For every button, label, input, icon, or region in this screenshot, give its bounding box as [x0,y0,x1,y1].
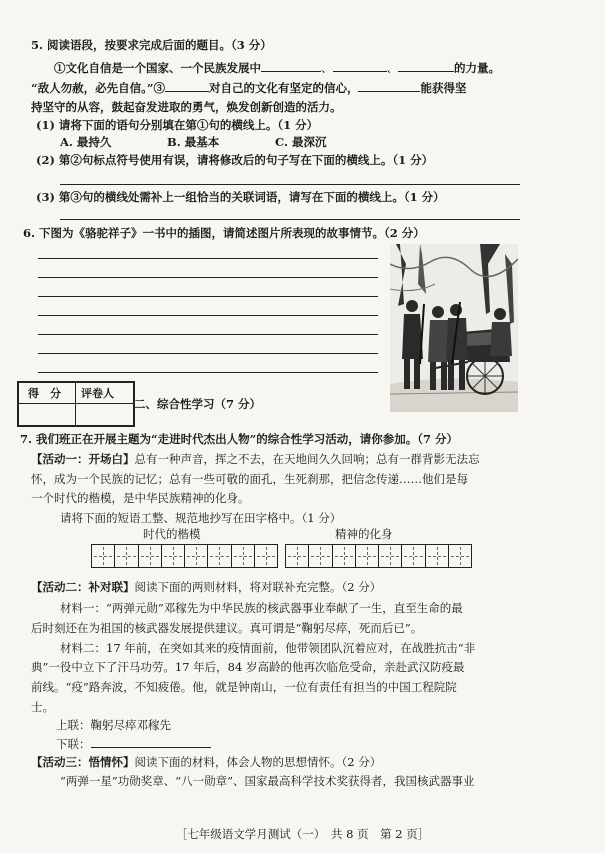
material-2-line-1: 材料二：17 年前，在突如其来的疫情面前，他带领团队沉着应对，在战胜抗击“非 [60,641,476,655]
grid-1-cell[interactable] [185,545,208,567]
act1-text-1: 总有一种声音，挥之不去，在天地间久久回响；总有一群背影无法忘 [134,452,480,466]
grid-1-cell[interactable] [92,545,115,567]
q6-answer-line-7[interactable] [38,372,378,373]
grid-1-cell[interactable] [208,545,231,567]
grid-1-cell[interactable] [115,545,138,567]
q5-sub3: (3) 第③句的横线处需补上一组恰当的关联词语，请写在下面的横线上。（1 分） [36,190,445,204]
act3-text-1: “两弹一星”功勋奖章、“八一勋章”、国家最高科学技术奖获得者，我国核武器事业 [60,774,475,788]
q5-sentence-3-cont: 持坚守的从容，鼓起奋发进取的勇气，焕发创新创造的活力。 [31,100,342,114]
q5-option-c: C. 最深沉 [275,135,327,149]
grid-2-cell[interactable] [333,545,356,567]
act2-heading [31,580,381,596]
material-1-line-2: 后时刻还在为祖国的核武器发展提供建议。真可谓是“鞠躬尽瘁，死而后已”。 [31,621,423,635]
score-box-hline [19,403,133,404]
page-footer: ［七年级语文学月测试（一） 共 8 页 第 2 页］ [175,827,430,841]
section2-title: 二、综合性学习（7 分） [134,397,262,411]
grid-2-cell[interactable] [426,545,449,567]
q6-answer-line-1[interactable] [38,258,378,259]
q5-sub3-answer-line[interactable] [60,219,520,220]
q5-blank-5[interactable] [358,90,420,92]
q6-answer-line-3[interactable] [38,296,378,297]
q6-title: 6. 下图为《骆驼祥子》一书中的插图，请简述图片所表现的故事情节。（2 分） [23,226,425,240]
q5-sentence-3-end: 能获得坚 [420,81,467,95]
act3-instruction: 阅读下面的材料，体会人物的思想情怀。（2 分） [134,755,382,769]
q5-sentence-3-mid: 对自己的文化有坚定的信心， [208,81,359,95]
act2-instruction: 阅读下面的两则材料，将对联补充完整。（2 分） [134,580,382,594]
rickshaw-illustration [390,244,518,412]
act1-label: 【活动一：开场白】 [31,452,135,466]
grid-1-cell[interactable] [139,545,162,567]
score-box [17,381,135,427]
grid-1-cell[interactable] [255,545,277,567]
q5-blank-sep-1: 、 [321,61,333,75]
couplet-upper: 上联：鞠躬尽瘁邓稼先 [56,718,171,732]
act1-line-1 [31,452,480,468]
grader-label: 评卷人 [81,387,114,400]
tianzige-grid-1[interactable] [91,544,278,568]
grid-2-cell[interactable] [402,545,425,567]
couplet-lower-label: 下联： [56,737,91,751]
copy-instruction: 请将下面的短语工整、规范地抄写在田字格中。（1 分） [60,511,342,525]
q6-answer-line-2[interactable] [38,277,378,278]
q5-blank-3[interactable] [398,70,454,72]
grid-2-cell[interactable] [309,545,332,567]
grid-1-cell[interactable] [232,545,255,567]
tianzige-grid-2[interactable] [285,544,472,568]
q5-blank-1[interactable] [261,70,321,72]
q7-title: 7. 我们班正在开展主题为“走进时代杰出人物”的综合性学习活动，请你参加。（7 分） [20,432,458,446]
q6-answer-line-4[interactable] [38,315,378,316]
q5-sentence-2 [31,81,466,97]
act3-heading [31,755,381,771]
grid-2-cell[interactable] [379,545,402,567]
q5-sentence-1-start: ①文化自信是一个国家、一个民族发展中 [54,61,261,75]
act1-line-3: 一个时代的楷模，是中华民族精神的化身。 [31,491,250,505]
act3-label: 【活动三：悟情怀】 [31,755,135,769]
material-2-line-4: 士。 [31,700,54,714]
q5-sentence-1 [54,61,500,77]
material-2-line-3: 前线。“疫”路奔波，不知疲倦。他，就是钟南山，一位有责任有担当的中国工程院院 [31,680,457,694]
grid-2-cell[interactable] [449,545,471,567]
act2-label: 【活动二：补对联】 [31,580,135,594]
rickshaw-illustration-image [390,244,518,412]
q6-answer-line-6[interactable] [38,353,378,354]
score-label: 得 分 [28,387,61,400]
q5-sentence-1-end: 的力量。 [454,61,500,75]
grid-2-cell[interactable] [356,545,379,567]
material-2-line-2: 典”一役中立下了汗马功劳。17 年后，84 岁高龄的他再次临危受命，亲赴武汉防疫最 [31,660,465,674]
material-1-line-1: 材料一：“两弹元勋”邓稼先为中华民族的核武器事业奉献了一生，直至生命的最 [60,601,463,615]
grid-2-cell[interactable] [286,545,309,567]
q5-sub1: (1) 请将下面的语句分别填在第①句的横线上。（1 分） [36,118,319,132]
couplet-lower [56,737,211,753]
q5-blank-2[interactable] [333,70,387,72]
q5-option-b: B. 最基本 [167,135,220,149]
couplet-lower-blank[interactable] [91,746,211,748]
q5-sentence-2-quote: “敌人勿赦，必先自信。”③ [31,81,165,95]
q5-sub2-answer-line[interactable] [60,184,520,185]
q5-title: 5. 阅读语段，按要求完成后面的题目。（3 分） [31,38,272,52]
q5-option-a: A. 最持久 [60,135,112,149]
grid-1-cell[interactable] [162,545,185,567]
q5-blank-sep-2: 、 [386,61,398,75]
phrase-2-label: 精神的化身 [335,527,393,541]
q6-answer-line-5[interactable] [38,334,378,335]
q5-sub2: (2) 第②句标点符号使用有误，请将修改后的句子写在下面的横线上。（1 分） [36,153,434,167]
phrase-1-label: 时代的楷模 [143,527,201,541]
q5-blank-4[interactable] [165,90,209,92]
act1-line-2: 怀，成为一个民族的记忆；总有一些可敬的面孔，生死刹那，把信念传递……他们是每 [31,472,468,486]
